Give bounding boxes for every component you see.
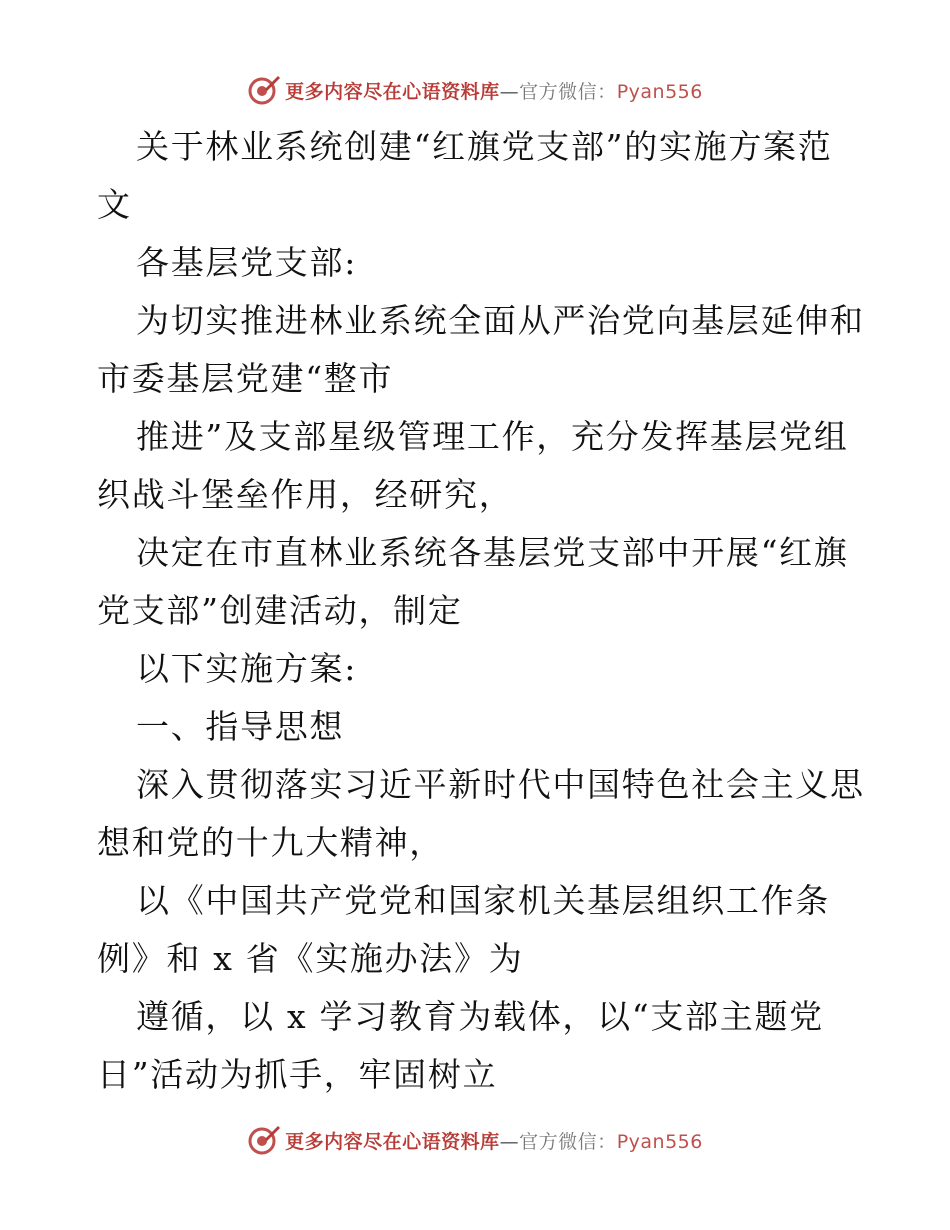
doc-salutation: 各基层党支部: [136, 243, 358, 282]
watermark-separator: — [499, 80, 520, 103]
doc-paragraph-line: 市委基层党建“整市 [97, 359, 394, 398]
doc-paragraph-line: 决定在市直林业系统各基层党支部中开展“红旗 [136, 533, 849, 572]
doc-paragraph-line: 日”活动为抓手，牢固树立 [97, 1055, 498, 1094]
wechat-id: Pyan556 [616, 80, 703, 103]
doc-title-line-2: 文 [97, 185, 132, 224]
doc-paragraph-line: 深入贯彻落实习近平新时代中国特色社会主义思 [136, 765, 865, 804]
header-watermark [0, 70, 950, 110]
doc-paragraph-line: 遵循，以 x 学习教育为载体，以“支部主题党 [136, 997, 824, 1036]
wechat-id: Pyan556 [616, 1130, 703, 1153]
doc-paragraph-line: 以下实施方案: [136, 649, 358, 688]
doc-paragraph-line: 以《中国共产党党和国家机关基层组织工作条 [136, 881, 830, 920]
pen-logo-icon [247, 1123, 281, 1157]
doc-paragraph-line: 织战斗堡垒作用，经研究， [97, 475, 514, 514]
pen-logo-icon [247, 73, 281, 107]
footer-watermark [0, 1120, 950, 1160]
wechat-label: 官方微信： [519, 80, 617, 103]
doc-paragraph-line: 党支部”创建活动，制定 [97, 591, 463, 630]
watermark-text: 更多内容尽在心语资料库 [285, 1130, 500, 1153]
watermark-text: 更多内容尽在心语资料库 [285, 80, 500, 103]
doc-paragraph-line: 为切实推进林业系统全面从严治党向基层延伸和 [136, 301, 865, 340]
doc-paragraph-line: 推进”及支部星级管理工作，充分发挥基层党组 [136, 417, 849, 456]
wechat-label: 官方微信： [519, 1130, 617, 1153]
doc-section-heading: 一、指导思想 [136, 707, 345, 746]
doc-paragraph-line: 想和党的十九大精神， [97, 823, 444, 862]
doc-title-line-1: 关于林业系统创建“红旗党支部”的实施方案范 [136, 127, 833, 166]
document-body [97, 118, 865, 1104]
doc-paragraph-line: 例》和 x 省《实施办法》为 [97, 939, 524, 978]
watermark-separator: — [499, 1130, 520, 1153]
